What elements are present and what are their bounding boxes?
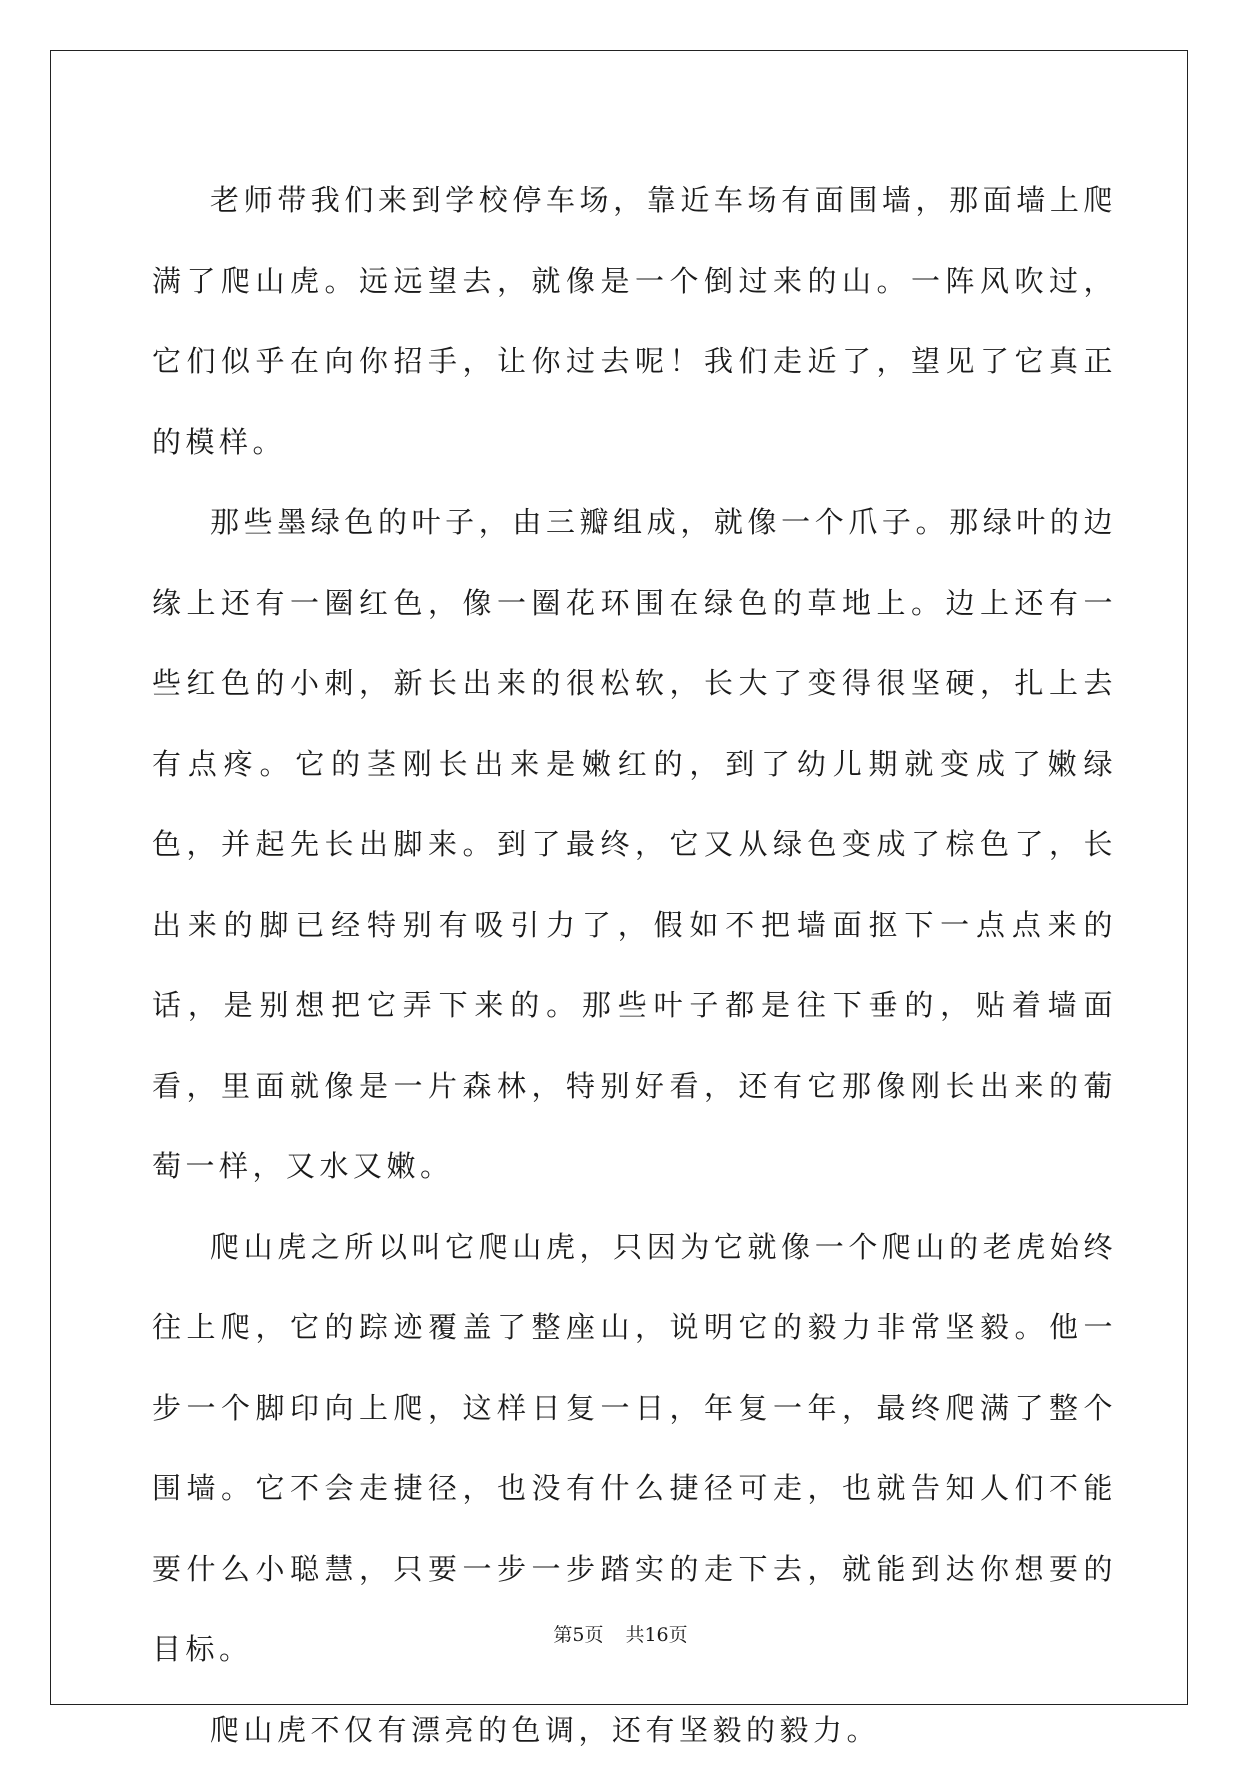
paragraph-3: 爬山虎之所以叫它爬山虎，只因为它就像一个爬山的老虎始终往上爬，它的踪迹覆盖了整座山，说明它的毅力非常坚毅。他一步一个脚印向上爬，这样日复一日，年复一年，最终爬满了整个围墙。它不会走捷径，也没有什么捷径可走，也就告知人们不能要什么小聪慧，只要一步一步踏实的走下去，就能到达你想要的目标。 bbox=[152, 1207, 1117, 1690]
paragraph-1: 老师带我们来到学校停车场，靠近车场有面围墙，那面墙上爬满了爬山虎。远远望去，就像是一个倒过来的山。一阵风吹过，它们似乎在向你招手，让你过去呢！我们走近了，望见了它真正的模样。 bbox=[152, 160, 1117, 482]
total-page-count: 共16页 bbox=[625, 1624, 687, 1646]
paragraph-4: 爬山虎不仅有漂亮的色调，还有坚毅的毅力。 bbox=[152, 1690, 1117, 1770]
page-footer bbox=[0, 1620, 1241, 1647]
current-page-number: 第5页 bbox=[553, 1624, 603, 1646]
paragraph-2: 那些墨绿色的叶子，由三瓣组成，就像一个爪子。那绿叶的边缘上还有一圈红色，像一圈花环围在绿色的草地上。边上还有一些红色的小刺，新长出来的很松软，长大了变得很坚硬，扎上去有点疼。它的茎刚长出来是嫩红的，到了幼儿期就变成了嫩绿色，并起先长出脚来。到了最终，它又从绿色变成了棕色了，长出来的脚已经特别有吸引力了，假如不把墙面抠下一点点来的话，是别想把它弄下来的。那些叶子都是往下垂的，贴着墙面看，里面就像是一片森林，特别好看，还有它那像刚长出来的葡萄一样，又水又嫩。 bbox=[152, 482, 1117, 1207]
document-body bbox=[152, 160, 1117, 1770]
